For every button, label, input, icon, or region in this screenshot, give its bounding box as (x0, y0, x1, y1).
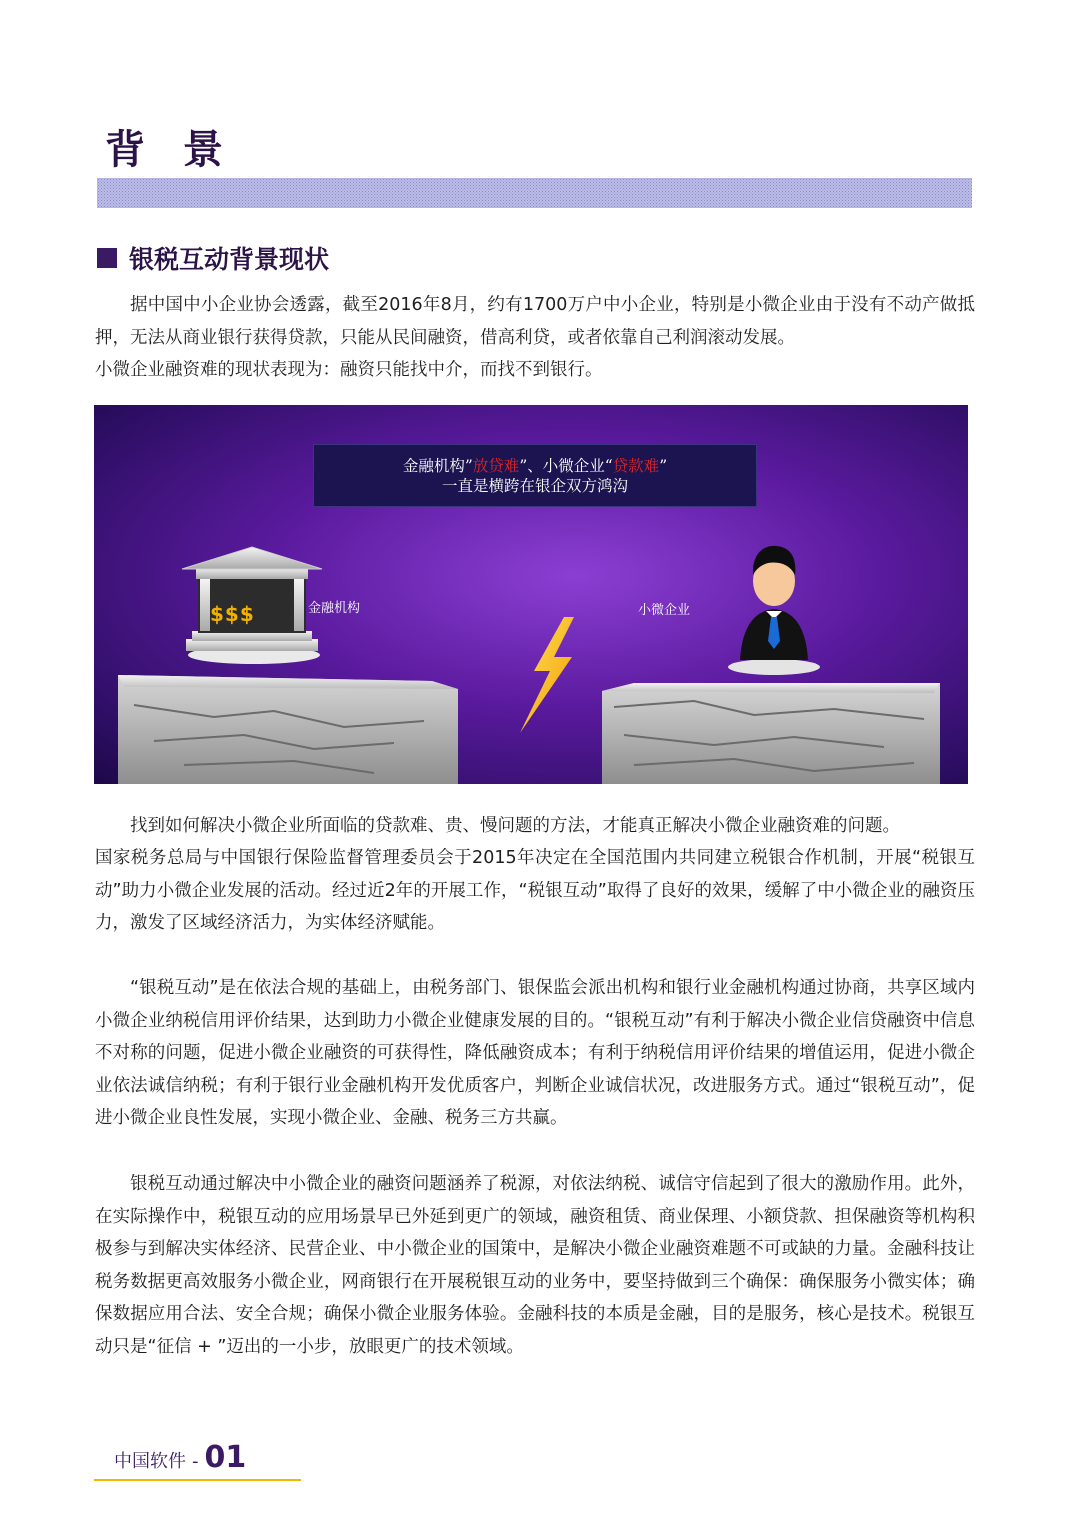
bank-label: 金融机构 (308, 601, 361, 616)
footer-page-number: 01 (204, 1440, 247, 1475)
caption-highlight-borrowing: 贷款难 (612, 457, 660, 475)
section-title (97, 240, 329, 276)
banner-caption-line2: 一直是横跨在银企双方鸿沟 (441, 477, 628, 495)
banner-caption-box (313, 444, 757, 507)
bank-sign: $$$ (210, 602, 255, 626)
footer-publication-name: 中国软件 (114, 1451, 186, 1472)
caption-part-close-quote: ” (659, 457, 668, 475)
paragraph-impact: 银税互动通过解决中小微企业的融资问题涵养了税源，对依法纳税、诚信守信起到了很大的激励作用。此外，在实际操作中，税银互动的应用场景早已外延到更广的领域，融资租赁、商业保理、小额贷款、担保融资等机构积极参与到解决实体经济、民营企业、中小微企业的国策中，是解决小微企业融资难题不可或缺的力量。金融科技让税务数据更高效服务小微企业，网商银行在开展税银互动的业务中，要坚持做到三个确保：确保服务小微实体；确保数据应用合法、安全合规；确保小微企业服务体验。金融科技的本质是金融，目的是服务，核心是技术。税银互动只是“征信 + ”迈出的一小步，放眼更广的技术领域。 (95, 1174, 975, 1357)
lightning-bolt-icon (520, 617, 574, 733)
intro-paragraph: 据中国中小企业协会透露，截至2016年8月，约有1700万户中小企业，特别是小微企业由于没有不动产做抵押，无法从商业银行获得贷款，只能从民间融资，借高利贷，或者依靠自己利润滚动发展。 (95, 295, 975, 348)
page-footer (114, 1440, 246, 1475)
footer-separator: - (192, 1451, 199, 1472)
paragraph-solution: 找到如何解决小微企业所面临的贷款难、贵、慢问题的方法，才能真正解决小微企业融资难的问题。 (130, 816, 900, 836)
caption-part-bank: 金融机构” (402, 457, 473, 475)
caption-part-enterprise: ”、小微企业“ (519, 457, 613, 475)
caption-highlight-lending: 放贷难 (472, 457, 520, 475)
businessman-icon (728, 546, 820, 675)
right-cliff (602, 683, 940, 784)
intro-summary: 小微企业融资难的现状表现为：融资只能找中介，而找不到银行。 (95, 360, 603, 380)
page-heading: 背 景 (105, 127, 235, 173)
section-title-text: 银税互动背景现状 (129, 245, 330, 274)
banner-illustration (94, 405, 968, 784)
paragraph-policy: 国家税务总局与中国银行保险监督管理委员会于2015年决定在全国范围内共同建立税银合作机制，开展“税银互动”助力小微企业发展的活动。经过近2年的开展工作，“税银互动”取得了良好的效果，缓解了中小微企业的融资压力，激发了区域经济活力，为实体经济赋能。 (95, 848, 975, 934)
paragraph-definition: “银税互动”是在依法合规的基础上，由税务部门、银保监会派出机构和银行业金融机构通过协商，共享区域内小微企业纳税信用评价结果，达到助力小微企业健康发展的目的。“银税互动”有利于解决小微企业信贷融资中信息不对称的问题，促进小微企业融资的可获得性，降低融资成本；有利于纳税信用评价结果的增值运用，促进小微企业依法诚信纳税；有利于银行业金融机构开发优质客户，判断企业诚信状况，改进服务方式。通过“银税互动”，促进小微企业良性发展，实现小微企业、金融、税务三方共赢。 (95, 978, 975, 1129)
heading-divider-band (97, 178, 972, 208)
square-bullet-icon (97, 248, 117, 268)
banner-caption-line1 (314, 456, 756, 476)
left-cliff (118, 675, 458, 784)
enterprise-label: 小微企业 (638, 603, 691, 618)
footer-underline (94, 1479, 301, 1481)
